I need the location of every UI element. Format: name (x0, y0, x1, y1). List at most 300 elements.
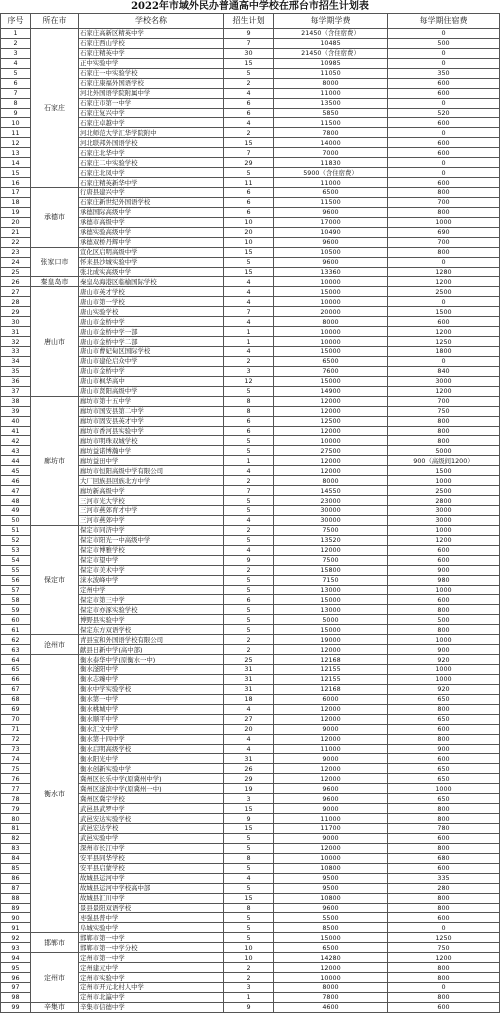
school-name: 大厂回族县回族北方中学 (79, 476, 224, 486)
lodging-fee: 0 (388, 48, 500, 58)
tuition-fee: 12168 (274, 655, 388, 665)
row-index: 53 (1, 545, 31, 555)
school-name: 冀州区长乐中学(原冀州中学) (79, 774, 224, 784)
lodging-fee: 280 (388, 883, 500, 893)
school-name: 辛集市信德中学 (79, 1002, 224, 1012)
table-row (1, 396, 500, 406)
school-name: 正中实验中学 (79, 58, 224, 68)
tuition-fee: 14000 (274, 138, 388, 148)
enrollment-plan: 5 (224, 585, 274, 595)
enrollment-plan: 31 (224, 684, 274, 694)
enrollment-plan: 4 (224, 873, 274, 883)
tuition-fee: 10000 (274, 277, 388, 287)
tuition-fee: 9000 (274, 724, 388, 734)
row-index: 30 (1, 317, 31, 327)
school-name: 廊坊益田中学 (79, 456, 224, 466)
tuition-fee: 10000 (274, 337, 388, 347)
school-name: 廊坊新高级中学 (79, 486, 224, 496)
enrollment-plan: 4 (224, 515, 274, 525)
row-index: 42 (1, 436, 31, 446)
school-name: 唐山市贤阳高级中学 (79, 386, 224, 396)
tuition-fee: 9600 (274, 903, 388, 913)
school-name: 安平县同华学校 (79, 853, 224, 863)
lodging-fee: 0 (388, 158, 500, 168)
enrollment-plan: 5 (224, 863, 274, 873)
enrollment-plan: 9 (224, 814, 274, 824)
enrollment-plan: 31 (224, 665, 274, 675)
school-name: 石家庄卓越中学 (79, 118, 224, 128)
enrollment-plan: 4 (224, 734, 274, 744)
enrollment-plan: 7 (224, 307, 274, 317)
lodging-fee: 1200 (388, 953, 500, 963)
row-index: 99 (1, 1002, 31, 1012)
lodging-fee: 3000 (388, 506, 500, 516)
tuition-fee: 12000 (274, 774, 388, 784)
lodging-fee: 500 (388, 38, 500, 48)
tuition-fee: 12000 (274, 734, 388, 744)
lodging-fee: 2500 (388, 486, 500, 496)
school-name: 定州中学 (79, 585, 224, 595)
row-index: 73 (1, 744, 31, 754)
school-name: 献县日新中学(高中部) (79, 645, 224, 655)
enrollment-plan: 6 (224, 595, 274, 605)
school-name: 承德双桥丹辉中学 (79, 237, 224, 247)
lodging-fee: 600 (388, 138, 500, 148)
row-index: 90 (1, 913, 31, 923)
row-index: 48 (1, 496, 31, 506)
school-name: 保定市望中学 (79, 555, 224, 565)
lodging-fee: 1000 (388, 476, 500, 486)
enrollment-plan: 5 (224, 506, 274, 516)
tuition-fee: 14280 (274, 953, 388, 963)
row-index: 71 (1, 724, 31, 734)
row-index: 70 (1, 714, 31, 724)
enrollment-plan: 4 (224, 287, 274, 297)
lodging-fee: 920 (388, 684, 500, 694)
lodging-fee: 1200 (388, 535, 500, 545)
enrollment-plan: 29 (224, 158, 274, 168)
row-index: 26 (1, 277, 31, 287)
lodging-fee: 800 (388, 963, 500, 973)
lodging-fee: 0 (388, 29, 500, 39)
row-index: 22 (1, 237, 31, 247)
tuition-fee: 7150 (274, 575, 388, 585)
school-name: 秦皇岛海港区临榆国际学校 (79, 277, 224, 287)
lodging-fee: 1000 (388, 784, 500, 794)
lodging-fee: 600 (388, 545, 500, 555)
enrollment-plan: 2 (224, 963, 274, 973)
enrollment-plan: 3 (224, 366, 274, 376)
lodging-fee: 1000 (388, 585, 500, 595)
school-name: 宣化区启明高级中学 (79, 247, 224, 257)
lodging-fee: 800 (388, 814, 500, 824)
enrollment-plan: 5 (224, 436, 274, 446)
enrollment-plan: 7 (224, 38, 274, 48)
tuition-fee: 10000 (274, 853, 388, 863)
lodging-fee: 700 (388, 396, 500, 406)
table-row (1, 635, 500, 645)
city-cell: 定州市 (31, 953, 79, 1003)
row-index: 91 (1, 923, 31, 933)
enrollment-plan: 4 (224, 317, 274, 327)
school-name: 衡水中学实验学校 (79, 684, 224, 694)
city-cell: 邯郸市 (31, 933, 79, 953)
row-index: 68 (1, 694, 31, 704)
school-name: 冀州区滏滨中学(原冀州一中) (79, 784, 224, 794)
row-index: 51 (1, 525, 31, 535)
school-name: 武邑实验中学 (79, 833, 224, 843)
enrollment-plan: 11 (224, 178, 274, 188)
city-cell: 衡水市 (31, 655, 79, 933)
row-index: 79 (1, 804, 31, 814)
row-index: 17 (1, 188, 31, 198)
table-row (1, 525, 500, 535)
table-row (1, 953, 500, 963)
lodging-fee: 600 (388, 118, 500, 128)
row-index: 58 (1, 595, 31, 605)
lodging-fee: 800 (388, 188, 500, 198)
enrollment-plan: 26 (224, 764, 274, 774)
lodging-fee: 600 (388, 754, 500, 764)
school-name: 唐山市建伦启众中学 (79, 356, 224, 366)
row-index: 87 (1, 883, 31, 893)
tuition-fee: 9000 (274, 804, 388, 814)
tuition-fee: 15800 (274, 565, 388, 575)
lodging-fee: 750 (388, 943, 500, 953)
lodging-fee: 700 (388, 197, 500, 207)
school-name: 唐山实验学校 (79, 307, 224, 317)
row-index: 55 (1, 565, 31, 575)
school-name: 石家庄精英新华中学 (79, 178, 224, 188)
school-name: 故城县汇川中学 (79, 893, 224, 903)
enrollment-plan: 7 (224, 148, 274, 158)
lodging-fee: 800 (388, 625, 500, 635)
tuition-fee: 6000 (274, 694, 388, 704)
lodging-fee: 500 (388, 615, 500, 625)
row-index: 94 (1, 953, 31, 963)
row-index: 39 (1, 406, 31, 416)
tuition-fee: 12000 (274, 645, 388, 655)
row-index: 62 (1, 635, 31, 645)
school-name: 唐山市英才学校 (79, 287, 224, 297)
tuition-fee: 9600 (274, 207, 388, 217)
enrollment-plan: 30 (224, 48, 274, 58)
table-row (1, 655, 500, 665)
page-title: 2022年市域外民办普通高中学校在邢台市招生计划表 (131, 1, 369, 12)
tuition-fee: 12000 (274, 426, 388, 436)
school-name: 武邑县武罗中学 (79, 804, 224, 814)
enrollment-plan: 4 (224, 545, 274, 555)
school-name: 廊坊市恒阳高级中学有限公司 (79, 466, 224, 476)
lodging-fee: 800 (388, 734, 500, 744)
tuition-fee: 12155 (274, 674, 388, 684)
school-name: 河北师范大学汇华学院附中 (79, 128, 224, 138)
header-index: 序号 (1, 14, 31, 29)
tuition-fee: 20000 (274, 307, 388, 317)
school-name: 行唐县建兴中学 (79, 188, 224, 198)
lodging-fee: 600 (388, 555, 500, 565)
lodging-fee: 1500 (388, 466, 500, 476)
school-name: 三河市燕郊中学 (79, 515, 224, 525)
enrollment-plan: 5 (224, 575, 274, 585)
lodging-fee: 650 (388, 694, 500, 704)
lodging-fee: 650 (388, 794, 500, 804)
tuition-fee: 10490 (274, 227, 388, 237)
lodging-fee: 600 (388, 833, 500, 843)
table-header-row (1, 14, 500, 29)
lodging-fee: 650 (388, 764, 500, 774)
row-index: 64 (1, 655, 31, 665)
tuition-fee: 9000 (274, 754, 388, 764)
tuition-fee: 15000 (274, 376, 388, 386)
row-index: 86 (1, 873, 31, 883)
lodging-fee: 3000 (388, 376, 500, 386)
school-name: 石家庄北凤中学 (79, 168, 224, 178)
tuition-fee: 11000 (274, 178, 388, 188)
lodging-fee: 650 (388, 774, 500, 784)
tuition-fee: 13000 (274, 585, 388, 595)
tuition-fee: 5000 (274, 615, 388, 625)
row-index: 15 (1, 168, 31, 178)
tuition-fee: 14900 (274, 386, 388, 396)
lodging-fee: 800 (388, 416, 500, 426)
enrollment-plan: 5 (224, 913, 274, 923)
school-name: 保定东方双语学校 (79, 625, 224, 635)
row-index: 8 (1, 98, 31, 108)
row-index: 80 (1, 814, 31, 824)
table-row (1, 1002, 500, 1012)
tuition-fee: 8000 (274, 476, 388, 486)
row-index: 20 (1, 217, 31, 227)
school-name: 枣强县普中学 (79, 913, 224, 923)
lodging-fee: 920 (388, 655, 500, 665)
lodging-fee: 1000 (388, 635, 500, 645)
school-name: 衡水顺平中学 (79, 714, 224, 724)
tuition-fee: 5850 (274, 108, 388, 118)
lodging-fee: 2800 (388, 496, 500, 506)
tuition-fee: 13360 (274, 267, 388, 277)
row-index: 67 (1, 684, 31, 694)
tuition-fee: 13520 (274, 535, 388, 545)
lodging-fee: 800 (388, 247, 500, 257)
row-index: 50 (1, 515, 31, 525)
lodging-fee: 1200 (388, 277, 500, 287)
tuition-fee: 10000 (274, 436, 388, 446)
row-index: 33 (1, 347, 31, 357)
tuition-fee: 11000 (274, 744, 388, 754)
lodging-fee: 1800 (388, 347, 500, 357)
tuition-fee: 8000 (274, 78, 388, 88)
school-name: 定州市开元北村人中学 (79, 983, 224, 993)
tuition-fee: 11050 (274, 68, 388, 78)
enrollment-plan: 1 (224, 992, 274, 1002)
lodging-fee: 900 (388, 565, 500, 575)
lodging-fee: 1250 (388, 337, 500, 347)
row-index: 14 (1, 158, 31, 168)
lodging-fee: 0 (388, 297, 500, 307)
enrollment-plan: 2 (224, 645, 274, 655)
table-row (1, 247, 500, 257)
lodging-fee: 0 (388, 257, 500, 267)
tuition-fee: 6500 (274, 943, 388, 953)
row-index: 92 (1, 933, 31, 943)
school-name: 衡水汇文中学 (79, 724, 224, 734)
enrollment-plan: 3 (224, 794, 274, 804)
row-index: 72 (1, 734, 31, 744)
school-name: 定州市北瀛中学 (79, 992, 224, 1002)
lodging-fee: 3000 (388, 515, 500, 525)
enrollment-plan: 5 (224, 446, 274, 456)
enrollment-plan: 5 (224, 386, 274, 396)
enrollment-plan: 2 (224, 565, 274, 575)
table-body (1, 14, 500, 1013)
tuition-fee: 13500 (274, 98, 388, 108)
enrollment-plan: 6 (224, 207, 274, 217)
enrollment-plan: 6 (224, 98, 274, 108)
enrollment-plan: 1 (224, 456, 274, 466)
enrollment-plan: 9 (224, 29, 274, 39)
row-index: 13 (1, 148, 31, 158)
enrollment-plan: 27 (224, 714, 274, 724)
lodging-fee: 800 (388, 436, 500, 446)
tuition-fee: 15000 (274, 933, 388, 943)
tuition-fee: 27500 (274, 446, 388, 456)
lodging-fee: 600 (388, 78, 500, 88)
school-name: 承德市高级中学 (79, 217, 224, 227)
tuition-fee: 17000 (274, 217, 388, 227)
school-name: 石家庄精英中学 (79, 48, 224, 58)
lodging-fee: 600 (388, 595, 500, 605)
row-index: 60 (1, 615, 31, 625)
enrollment-plan: 7 (224, 486, 274, 496)
lodging-fee: 680 (388, 853, 500, 863)
row-index: 77 (1, 784, 31, 794)
school-name: 保定市同济中学 (79, 525, 224, 535)
tuition-fee: 6500 (274, 356, 388, 366)
lodging-fee: 1000 (388, 674, 500, 684)
tuition-fee: 11000 (274, 88, 388, 98)
row-index: 3 (1, 48, 31, 58)
tuition-fee: 11700 (274, 824, 388, 834)
lodging-fee: 980 (388, 575, 500, 585)
row-index: 66 (1, 674, 31, 684)
school-name: 石家庄二中实验学校 (79, 158, 224, 168)
row-index: 63 (1, 645, 31, 655)
enrollment-plan: 10 (224, 943, 274, 953)
lodging-fee: 800 (388, 843, 500, 853)
school-name: 唐山市金桥中学二部 (79, 337, 224, 347)
enrollment-plan: 4 (224, 297, 274, 307)
row-index: 93 (1, 943, 31, 953)
school-name: 石家庄康福外国语学校 (79, 78, 224, 88)
school-name: 石家庄西山学校 (79, 38, 224, 48)
enrollment-plan: 15 (224, 824, 274, 834)
lodging-fee: 800 (388, 903, 500, 913)
row-index: 74 (1, 754, 31, 764)
row-index: 89 (1, 903, 31, 913)
school-name: 廊坊市国安县第二中学 (79, 406, 224, 416)
enrollment-plan: 19 (224, 784, 274, 794)
lodging-fee: 600 (388, 913, 500, 923)
enrollment-plan: 20 (224, 724, 274, 734)
lodging-fee: 1500 (388, 307, 500, 317)
school-name: 张北成实高级中学 (79, 267, 224, 277)
enrollment-plan: 2 (224, 128, 274, 138)
tuition-fee: 12000 (274, 714, 388, 724)
row-index: 28 (1, 297, 31, 307)
header-city: 所在市 (31, 14, 79, 29)
tuition-fee: 8000 (274, 317, 388, 327)
school-name: 承德国际高级中学 (79, 207, 224, 217)
tuition-fee: 15000 (274, 287, 388, 297)
lodging-fee: 600 (388, 863, 500, 873)
tuition-fee: 21450（含住宿费） (274, 48, 388, 58)
row-index: 76 (1, 774, 31, 784)
enrollment-plan: 15 (224, 247, 274, 257)
city-cell: 廊坊市 (31, 396, 79, 525)
tuition-fee: 10000 (274, 297, 388, 307)
school-name: 保定市美术中学 (79, 565, 224, 575)
tuition-fee: 4600 (274, 1002, 388, 1012)
enrollment-plan: 8 (224, 396, 274, 406)
enrollment-plan: 4 (224, 277, 274, 287)
school-name: 衡水志臻中学 (79, 674, 224, 684)
enrollment-plan: 5 (224, 933, 274, 943)
row-index: 46 (1, 476, 31, 486)
tuition-fee: 12000 (274, 406, 388, 416)
row-index: 49 (1, 506, 31, 516)
tuition-fee: 12000 (274, 704, 388, 714)
enrollment-plan: 5 (224, 923, 274, 933)
tuition-fee: 7800 (274, 992, 388, 1002)
enrollment-plan: 10 (224, 237, 274, 247)
enrollment-plan: 25 (224, 655, 274, 665)
school-name: 邯郸市第一中学 (79, 933, 224, 943)
row-index: 12 (1, 138, 31, 148)
lodging-fee: 800 (388, 804, 500, 814)
school-name: 保定市博雅学校 (79, 545, 224, 555)
school-name: 博野县实验中学 (79, 615, 224, 625)
row-index: 43 (1, 446, 31, 456)
row-index: 6 (1, 78, 31, 88)
enrollment-plan: 18 (224, 694, 274, 704)
school-name: 廊坊市固安县英才中学 (79, 416, 224, 426)
lodging-fee: 1000 (388, 525, 500, 535)
school-name: 河北外国语学院附属中学 (79, 88, 224, 98)
row-index: 69 (1, 704, 31, 714)
school-name: 衡水第一中学 (79, 694, 224, 704)
school-name: 石家庄一中实验学校 (79, 68, 224, 78)
row-index: 56 (1, 575, 31, 585)
enrollment-plan: 5 (224, 615, 274, 625)
enrollment-plan: 4 (224, 118, 274, 128)
school-name: 石家庄高新区精英中学 (79, 29, 224, 39)
lodging-fee: 1280 (388, 267, 500, 277)
row-index: 10 (1, 118, 31, 128)
row-index: 4 (1, 58, 31, 68)
lodging-fee: 650 (388, 714, 500, 724)
row-index: 82 (1, 833, 31, 843)
school-name: 廊坊市明珠双城学校 (79, 436, 224, 446)
lodging-fee: 335 (388, 873, 500, 883)
enrollment-plan: 6 (224, 197, 274, 207)
tuition-fee: 30000 (274, 515, 388, 525)
enrollment-plan: 8 (224, 903, 274, 913)
lodging-fee: 700 (388, 237, 500, 247)
tuition-fee: 6500 (274, 188, 388, 198)
lodging-fee: 800 (388, 426, 500, 436)
enrollment-plan: 8 (224, 853, 274, 863)
